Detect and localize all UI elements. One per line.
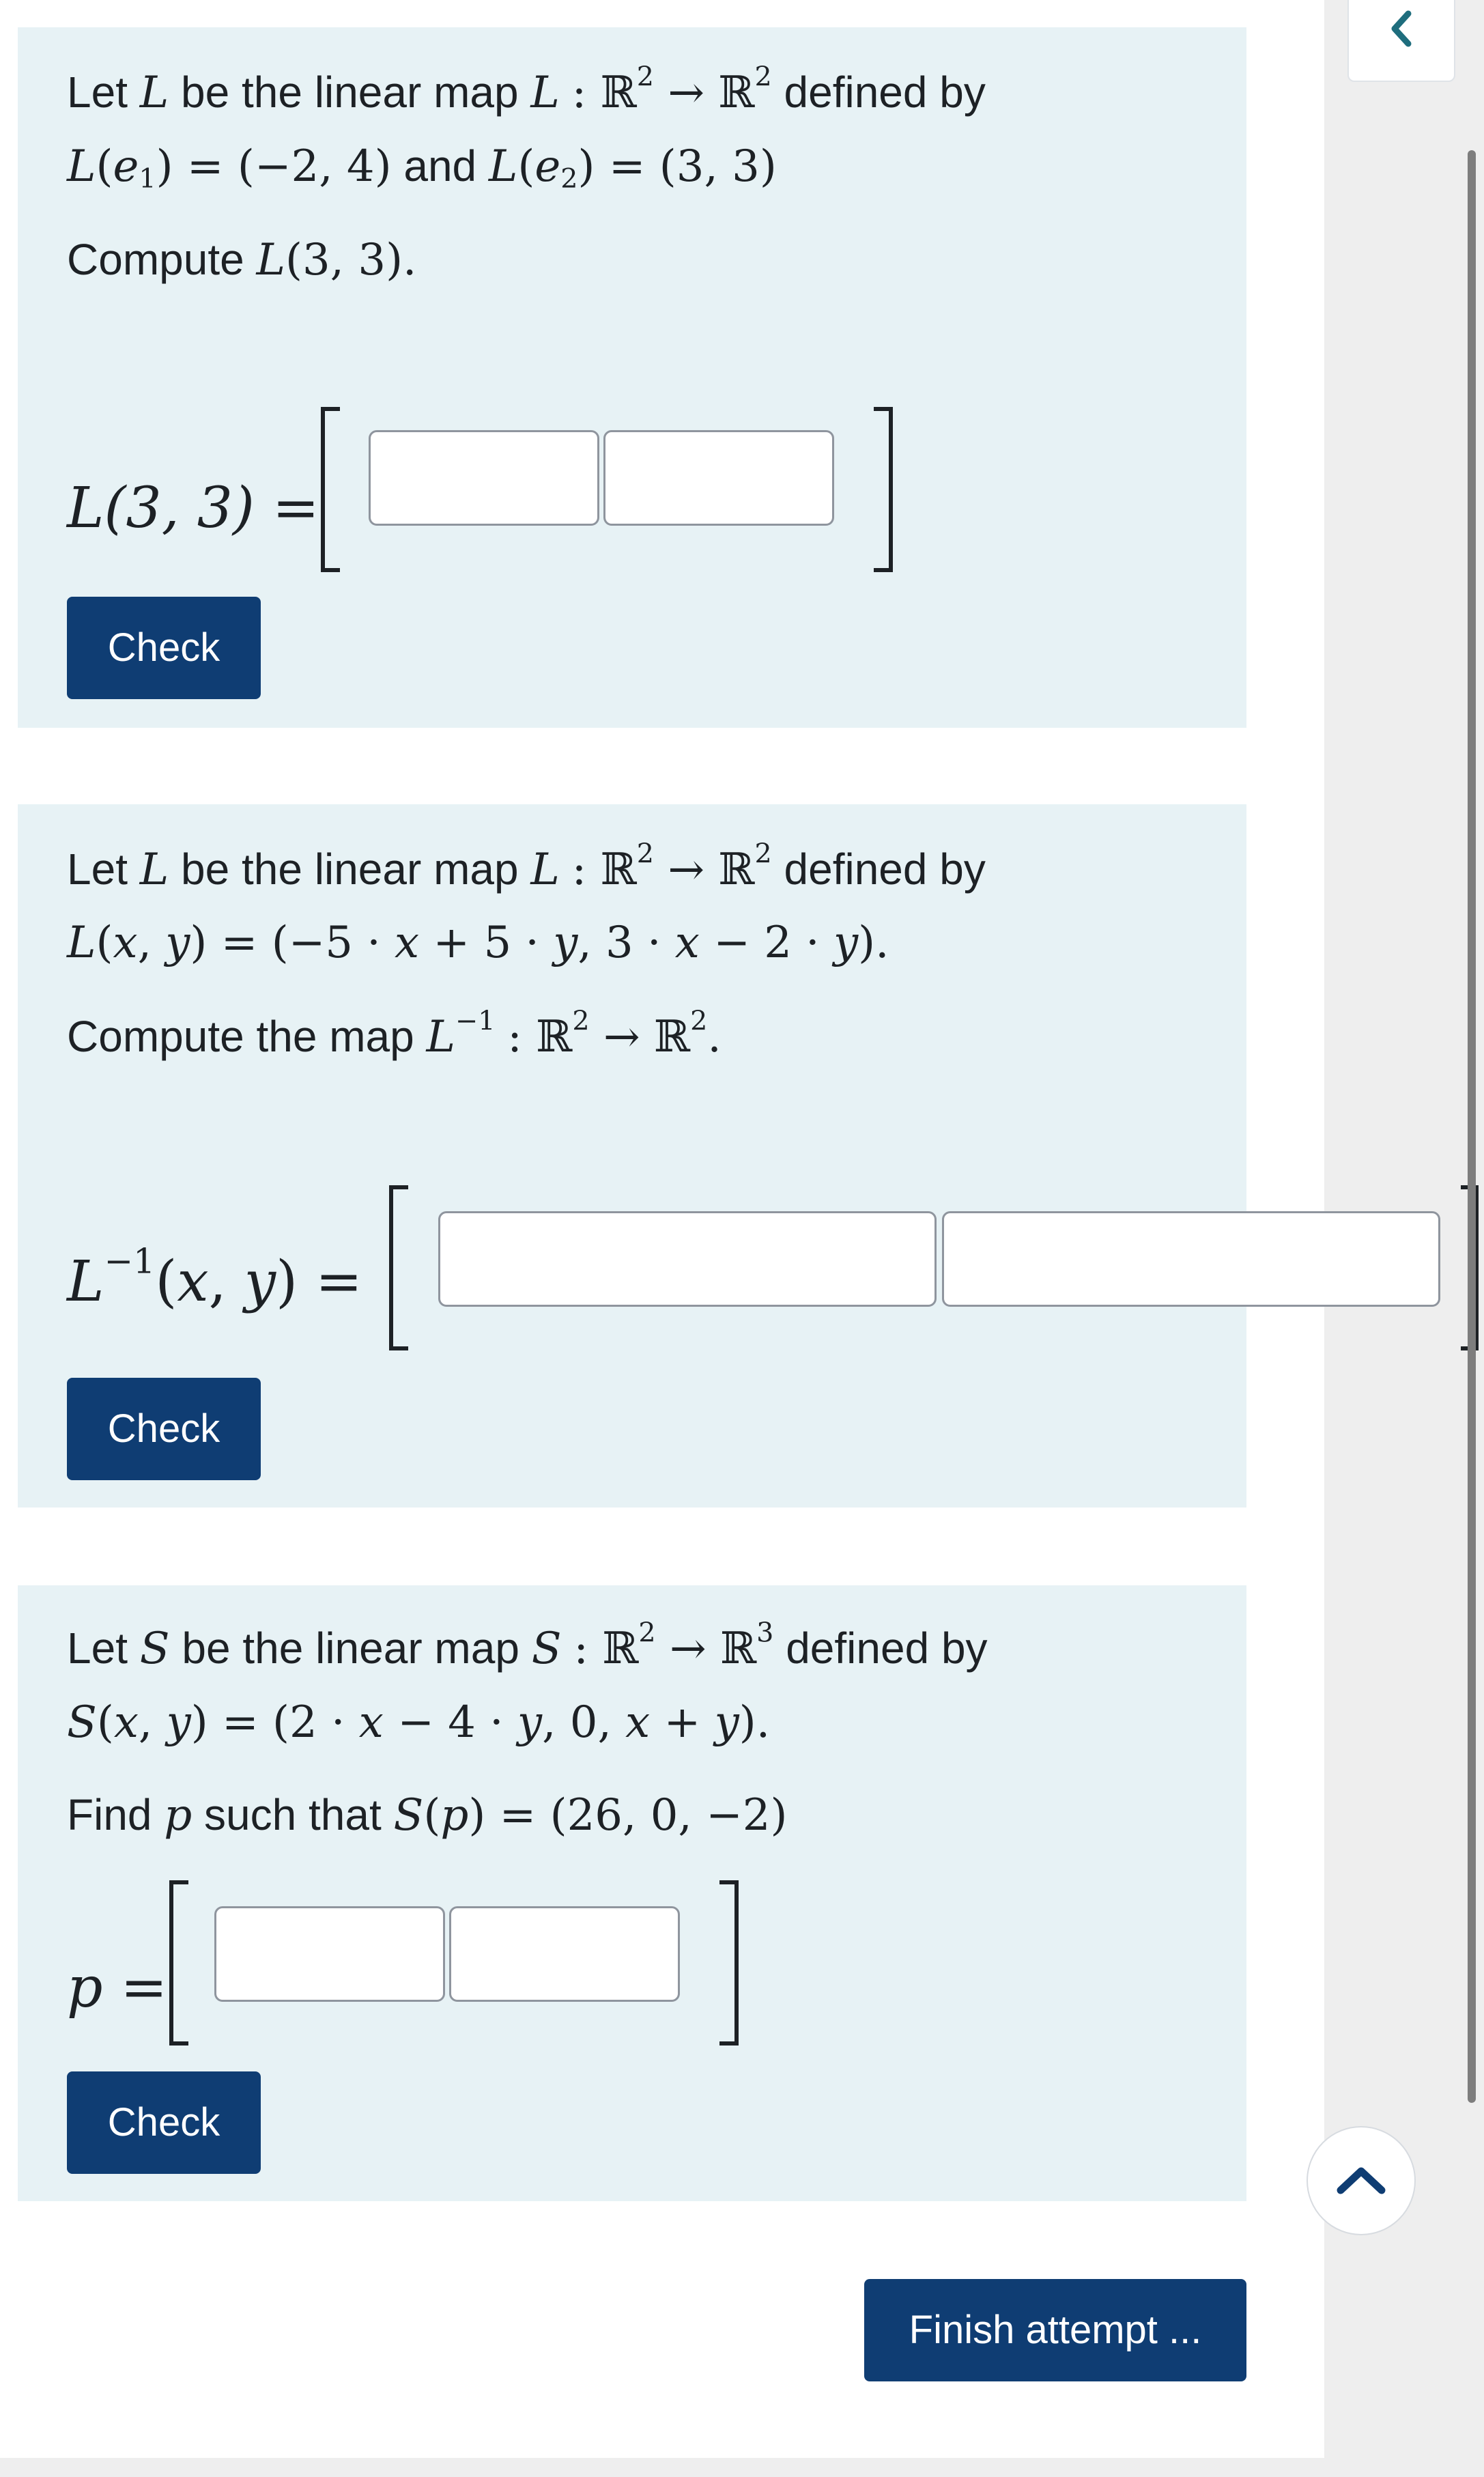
question-2-statement: Let L be the linear map L : ℝ$^2$ → ℝ$^2$ defined by xyxy=(67,838,986,895)
q1-defined: defined by xyxy=(784,68,986,117)
q1-intro: be the linear map xyxy=(181,68,519,117)
question-2-lhs: $L^{-1}(x$, y) = xyxy=(67,1241,362,1314)
question-1-formula: $L(e_1) = (-2$, 4) and $L(e_2) = (3$, 3) xyxy=(67,141,777,195)
question-1-prompt: Compute L(3, 3). xyxy=(67,235,417,285)
chevron-left-icon xyxy=(1386,8,1416,49)
answer-input-3a[interactable] xyxy=(214,1906,445,2002)
answer-input-1b[interactable] xyxy=(603,430,834,526)
left-bracket xyxy=(321,407,340,572)
left-bracket xyxy=(389,1185,408,1350)
drawer-toggle-button[interactable] xyxy=(1347,0,1455,82)
check-button-1[interactable]: Check xyxy=(67,597,261,699)
answer-input-1a[interactable] xyxy=(369,430,599,526)
q3-defined: defined by xyxy=(786,1624,988,1673)
q3-intro: be the linear map xyxy=(182,1624,519,1673)
q2-defined: defined by xyxy=(784,845,986,894)
question-1-lhs: L(3, 3) = xyxy=(67,476,319,541)
answer-input-3b[interactable] xyxy=(449,1906,680,2002)
scrollbar[interactable] xyxy=(1468,150,1476,2103)
check-button-2[interactable]: Check xyxy=(67,1378,261,1480)
check-button-3[interactable]: Check xyxy=(67,2071,261,2174)
finish-attempt-button[interactable]: Finish attempt ... xyxy=(864,2279,1246,2381)
question-2 xyxy=(18,804,1246,1508)
answer-input-2a[interactable] xyxy=(438,1211,937,1307)
right-bracket xyxy=(874,407,893,572)
q2-intro: be the linear map xyxy=(181,845,519,894)
question-3-formula: S(x, y) = (2 · x − 4 · y, 0, x + y). xyxy=(67,1697,771,1748)
left-bracket xyxy=(169,1880,188,2046)
question-3-lhs: p = xyxy=(67,1955,168,2020)
question-2-prompt: Compute the map $L^{-1}$ : ℝ$^2$ → ℝ$^2$. xyxy=(67,1005,722,1062)
back-to-top-button[interactable] xyxy=(1307,2126,1416,2235)
right-bracket xyxy=(719,1880,739,2046)
question-3-statement: Let S be the linear map S : ℝ$^2$ → ℝ$^3$ defined by xyxy=(67,1617,988,1674)
chevron-up-icon xyxy=(1335,2163,1387,2197)
question-1 xyxy=(18,27,1246,728)
question-2-formula: L(x, y) = (−5 · x + 5 · y, 3 · x − 2 · y). xyxy=(67,918,889,968)
answer-input-2b[interactable] xyxy=(942,1211,1440,1307)
question-3 xyxy=(18,1585,1246,2201)
question-1-statement: Let L be the linear map L : ℝ$^2$ → ℝ$^2$ defined by xyxy=(67,61,986,118)
question-3-prompt: Find p such that S(p) = (26, 0, −2) xyxy=(67,1790,788,1841)
